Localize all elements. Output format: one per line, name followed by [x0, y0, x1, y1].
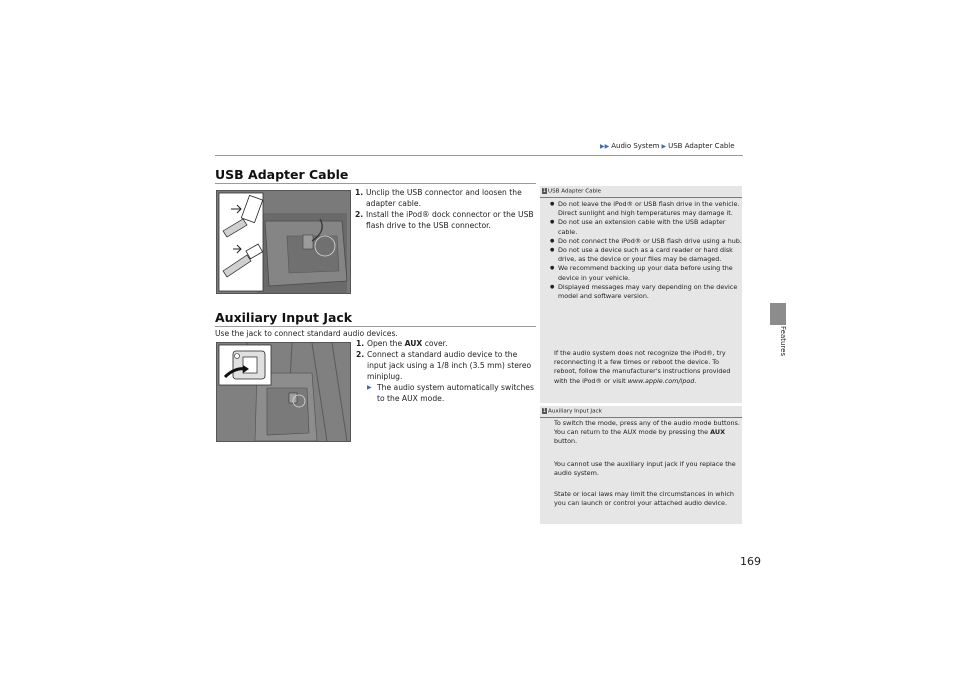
arrow-icon: ▶▶ [600, 142, 610, 150]
step-number: 1. [355, 188, 364, 197]
step-text [367, 338, 448, 349]
note-text: The audio system automatically switches to the AUX mode. [377, 383, 534, 403]
aux-intro: Use the jack to connect standard audio devices. [215, 329, 398, 338]
step [355, 187, 535, 209]
bullet-item: ● We recommend backing up your data before using the device in your vehicle. [550, 264, 742, 282]
note-paragraph: You cannot use the auxiliary input jack if you replace the audio system. [554, 460, 736, 478]
note-text: To switch the mode, press any of the audio mode buttons. You can return to the AUX mode by pressing the [554, 419, 740, 437]
step-note [356, 382, 536, 404]
page-number: 169 [740, 555, 761, 568]
section-tab[interactable] [770, 303, 786, 325]
bullet-item: ● Do not connect the iPod® or USB flash drive using a hub. [550, 237, 742, 246]
aux-steps [356, 338, 536, 404]
arrow-icon: ▶ [367, 384, 372, 391]
bullet-item: ● Displayed messages may vary depending on the device model and software version. [550, 283, 742, 301]
header-rule [215, 155, 743, 156]
note-title [542, 188, 601, 195]
arrow-icon: ▶ [661, 142, 667, 150]
bullet-item: ● Do not leave the iPod® or USB flash drive in the vehicle. Direct sunlight and high temperatures may damage it. [550, 200, 742, 218]
note-title [542, 408, 602, 415]
step-text-part: cover. [424, 339, 448, 348]
step-text: Install the iPod® dock connector or the USB flash drive to the USB connector. [366, 210, 534, 230]
breadcrumb-item[interactable]: USB Adapter Cable [668, 142, 735, 150]
section-rule [215, 326, 536, 327]
breadcrumb [600, 142, 735, 150]
sidebar-note-usb [540, 186, 742, 403]
reference-icon: 1 [542, 408, 547, 414]
note-text: . [694, 376, 697, 385]
step-number: 1. [356, 339, 365, 348]
note-text: button. [554, 437, 578, 446]
step-text: Connect a standard audio device to the input jack using a 1/8 inch (3.5 mm) stereo miniplug. [367, 350, 532, 381]
step-text: Unclip the USB connector and loosen the adapter cable. [366, 188, 522, 208]
usb-connector-photo [216, 190, 351, 294]
step [355, 209, 535, 231]
note-rule [540, 417, 742, 418]
step-number: 2. [355, 210, 364, 219]
reference-icon: 1 [542, 188, 547, 194]
aux-jack-photo [216, 342, 351, 442]
note-paragraph: State or local laws may limit the circumstances in which you can launch or control your attached audio device. [554, 490, 734, 508]
note-paragraph [554, 419, 740, 447]
step [356, 338, 536, 349]
section-title-usb: USB Adapter Cable [215, 167, 349, 182]
apple-link[interactable]: www.apple.com/ipod [627, 376, 695, 385]
note-rule [540, 197, 742, 198]
note-paragraph [554, 349, 740, 386]
note-text: If the audio system does not recognize the iPod®, try reconnecting it a few times or reboot the device. To reboot, follow the manufacturer's instructions provided with the iPod® or visit [554, 349, 731, 385]
section-rule [215, 183, 536, 184]
breadcrumb-item[interactable]: Audio System [611, 142, 660, 150]
section-tab-label: Features [779, 326, 787, 357]
bullet-item: ● Do not use a device such as a card reader or hard disk drive, as the device or your files may be damaged. [550, 246, 742, 264]
note-bullets [550, 200, 742, 301]
sidebar-note-aux [540, 406, 742, 524]
bullet-item: ● Do not use an extension cable with the USB adapter cable. [550, 218, 742, 236]
aux-label: AUX [710, 428, 726, 437]
step-number: 2. [356, 350, 365, 359]
aux-label: AUX [404, 339, 423, 348]
step [356, 349, 536, 382]
note-title-text: USB Adapter Cable [548, 188, 602, 195]
section-title-aux: Auxiliary Input Jack [215, 310, 353, 325]
step-text-part: Open the [367, 339, 403, 348]
note-title-text: Auxiliary Input Jack [548, 408, 602, 415]
usb-steps [355, 187, 535, 231]
